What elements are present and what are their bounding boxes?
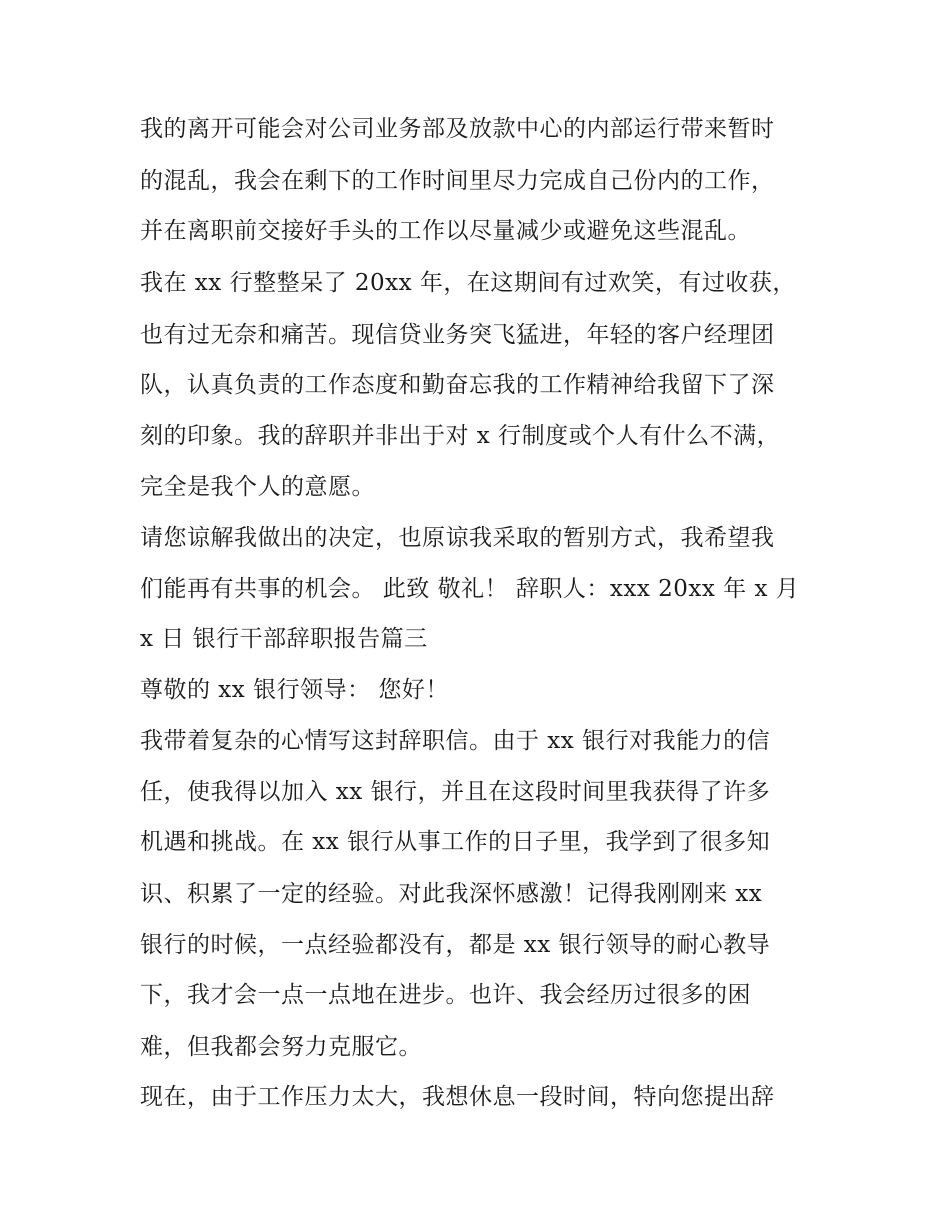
text-line: 现在，由于工作压力太大，我想休息一段时间，特向您提出辞 — [140, 1084, 775, 1110]
text-line: 请您谅解我做出的决定，也原谅我采取的暂别方式，我希望我 — [140, 525, 775, 551]
text-line: 下，我才会一点一点地在进步。也许、我会经历过很多的困 — [140, 982, 751, 1008]
text-line: 也有过无奈和痛苦。现信贷业务突飞猛进，年轻的客户经理团 — [140, 322, 775, 348]
text-line: 尊敬的 xx 银行领导： 您好！ — [140, 677, 449, 703]
text-line: 我在 xx 行整整呆了 20xx 年，在这期间有过欢笑，有过收获， — [140, 270, 796, 296]
text-line: 我的离开可能会对公司业务部及放款中心的内部运行带来暂时 — [140, 116, 775, 142]
text-line: 并在离职前交接好手头的工作以尽量减少或避免这些混乱。 — [140, 218, 751, 244]
text-line: 机遇和挑战。在 xx 银行从事工作的日子里，我学到了很多知 — [140, 829, 771, 855]
text-line: 的混乱，我会在剩下的工作时间里尽力完成自己份内的工作， — [140, 168, 775, 194]
text-line: 任，使我得以加入 xx 银行，并且在这段时间里我获得了许多 — [140, 779, 771, 805]
text-line: 们能再有共事的机会。 此致 敬礼！ 辞职人：xxx 20xx 年 x 月 — [140, 576, 800, 602]
text-line: 难，但我都会努力克服它。 — [140, 1034, 422, 1060]
text-line: 刻的印象。我的辞职并非出于对 x 行制度或个人有什么不满， — [140, 423, 781, 449]
text-line: 队，认真负责的工作态度和勤奋忘我的工作精神给我留下了深 — [140, 372, 775, 398]
text-line: x 日 银行干部辞职报告篇三 — [140, 626, 428, 652]
text-line: 完全是我个人的意愿。 — [140, 474, 375, 500]
text-line: 识、积累了一定的经验。对此我深怀感激！记得我刚刚来 xx — [140, 881, 763, 907]
text-line: 银行的时候，一点经验都没有，都是 xx 银行领导的耐心教导 — [140, 932, 771, 958]
text-line: 我带着复杂的心情写这封辞职信。由于 xx 银行对我能力的信 — [140, 728, 771, 754]
